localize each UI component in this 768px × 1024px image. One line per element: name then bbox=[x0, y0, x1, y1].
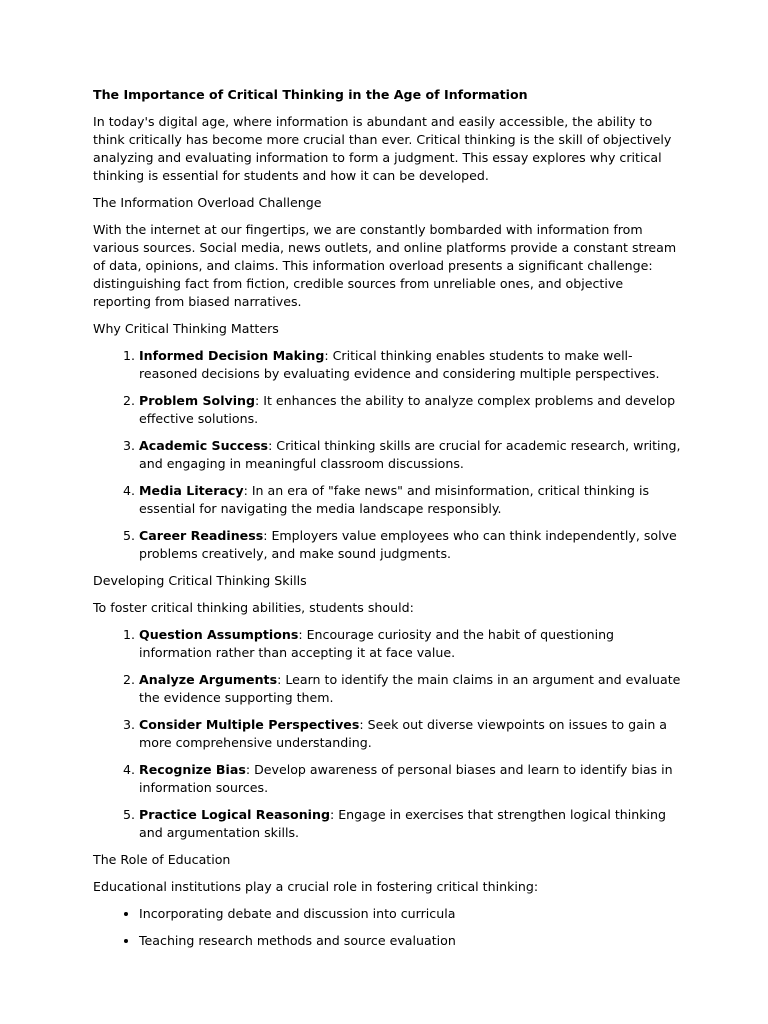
list-item bbox=[139, 437, 683, 473]
list-item-term: Question Assumptions bbox=[139, 627, 299, 642]
list-item bbox=[139, 671, 683, 707]
list-item-text: : Develop awareness of personal biases and learn to identify bias in information sources. bbox=[139, 762, 673, 795]
section-heading-role-of-education: The Role of Education bbox=[93, 852, 231, 867]
list-item-text: : In an era of "fake news" and misinformation, critical thinking is essential for navigating the media landscape responsibly. bbox=[139, 483, 650, 516]
list-item bbox=[139, 527, 683, 563]
list-item bbox=[139, 761, 683, 797]
list-item-term: Media Literacy bbox=[139, 483, 244, 498]
bullet-item: • Incorporating debate and discussion into curricula bbox=[139, 905, 683, 923]
section-heading-why-matters: Why Critical Thinking Matters bbox=[93, 321, 279, 336]
list-item-term: Consider Multiple Perspectives bbox=[139, 717, 360, 732]
list-item-term: Informed Decision Making bbox=[139, 348, 325, 363]
list-item-term: Practice Logical Reasoning bbox=[139, 807, 330, 822]
list-item-text: : Engage in exercises that strengthen logical thinking and argumentation skills. bbox=[139, 807, 666, 840]
why-matters-list bbox=[93, 347, 683, 563]
list-item-text: : Learn to identify the main claims in an argument and evaluate the evidence supporting them. bbox=[139, 672, 681, 705]
list-item bbox=[139, 716, 683, 752]
section-heading-developing-skills: Developing Critical Thinking Skills bbox=[93, 573, 307, 588]
list-item-term: Recognize Bias bbox=[139, 762, 246, 777]
list-item bbox=[139, 482, 683, 518]
list-item bbox=[139, 347, 683, 383]
role-of-education-bullets bbox=[93, 905, 683, 950]
list-item-term: Career Readiness bbox=[139, 528, 264, 543]
list-item-term: Analyze Arguments bbox=[139, 672, 278, 687]
list-item bbox=[139, 392, 683, 428]
list-item-text: : It enhances the ability to analyze complex problems and develop effective solutions. bbox=[139, 393, 676, 426]
intro-paragraph: In today's digital age, where information is abundant and easily accessible, the ability to think critically has become more crucial than ever. Critical thinking is the skill of objectively analyzing and evaluating information to form a judgment. This essay explores why critical thinking is essential for students and how it can be developed. bbox=[93, 114, 672, 183]
developing-skills-lead: To foster critical thinking abilities, students should: bbox=[93, 600, 414, 615]
list-item-text: : Employers value employees who can think independently, solve problems creatively, and make sound judgments. bbox=[139, 528, 677, 561]
list-item-term: Academic Success bbox=[139, 438, 269, 453]
section-heading-information-overload: The Information Overload Challenge bbox=[93, 195, 322, 210]
information-overload-paragraph: With the internet at our fingertips, we are constantly bombarded with information from various sources. Social media, news outlets, and online platforms provide a constant stream of data, opinions, and claims. This information overload presents a significant challenge: distinguishing fact from fiction, credible sources from unreliable ones, and objective reporting from biased narratives. bbox=[93, 222, 677, 309]
document-title: The Importance of Critical Thinking in the Age of Information bbox=[93, 87, 528, 102]
list-item-text: : Seek out diverse viewpoints on issues to gain a more comprehensive understanding. bbox=[139, 717, 668, 750]
developing-skills-list bbox=[93, 626, 683, 842]
list-item-text: : Critical thinking enables students to make well-reasoned decisions by evaluating evidence and considering multiple perspectives. bbox=[139, 348, 660, 381]
bullet-item: • Teaching research methods and source evaluation bbox=[139, 932, 683, 950]
role-of-education-lead: Educational institutions play a crucial role in fostering critical thinking: bbox=[93, 879, 539, 894]
list-item-text: : Critical thinking skills are crucial for academic research, writing, and engaging in meaningful classroom discussions. bbox=[139, 438, 681, 471]
list-item-term: Problem Solving bbox=[139, 393, 256, 408]
document-page bbox=[93, 86, 683, 959]
list-item-text: : Encourage curiosity and the habit of questioning information rather than accepting it at face value. bbox=[139, 627, 615, 660]
list-item bbox=[139, 626, 683, 662]
list-item bbox=[139, 806, 683, 842]
